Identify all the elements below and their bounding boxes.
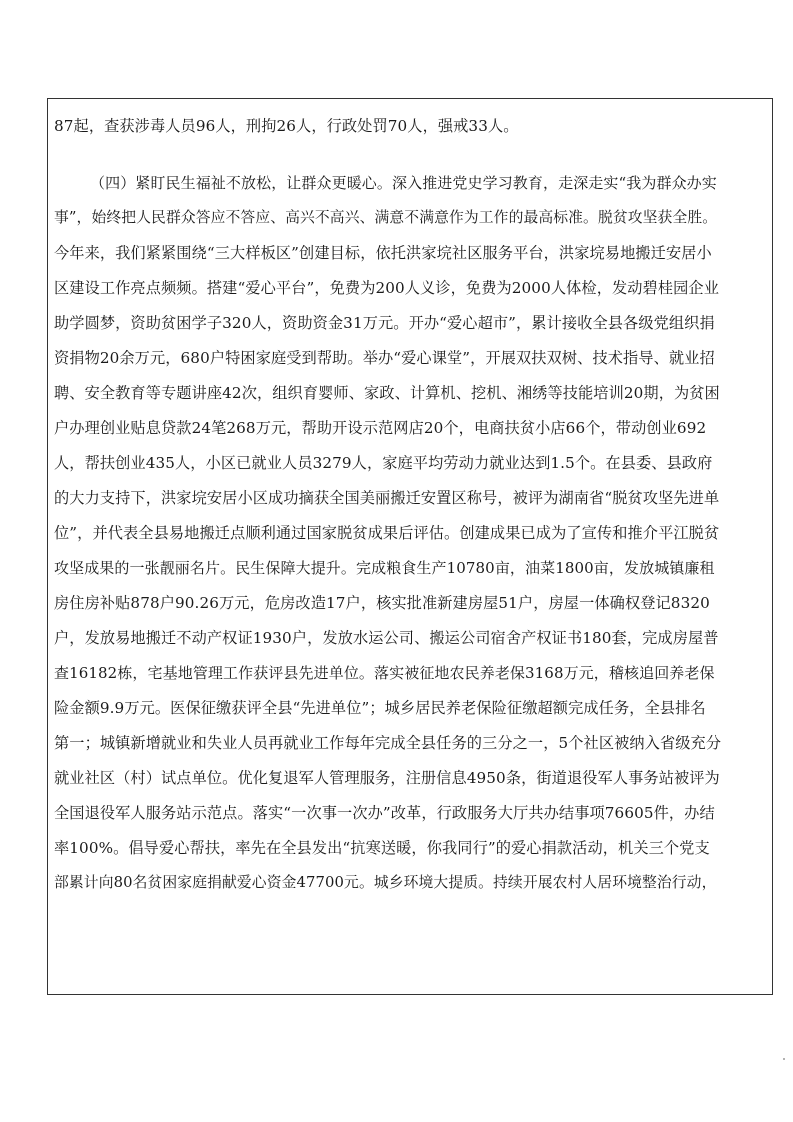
text-line: 攻坚成果的一张靓丽名片。民生保障大提升。完成粮食生产10780亩，油菜1800亩，发放城镇廉租 [54,559,715,577]
text-line: 部累计向80名贫困家庭捐献爱心资金47700元。城乡环境大提质。持续开展农村人居环境整治行动， [54,874,717,891]
text-line: 87起，查获涉毒人员96人，刑拘26人，行政处罚70人，强戒33人。 [54,117,519,135]
text-line: 今年来，我们紧紧围绕“三大样板区”创建目标，依托洪家垸社区服务平台，洪家垸易地搬迁安居小 [54,244,712,262]
text-line: 位”，并代表全县易地搬迁点顺利通过国家脱贫成果后评估。创建成果已成为了宣传和推介平江脱贫 [54,524,720,542]
text-line: 率100%。倡导爱心帮扶，率先在全县发出“抗寒送暖，你我同行”的爱心捐款活动，机关三个党支 [54,839,710,857]
text-line: 户，发放易地搬迁不动产权证1930户，发放水运公司、搬运公司宿舍产权证书180套，完成房屋普 [54,629,719,647]
text-line: 聘、安全教育等专题讲座42次，组织育婴师、家政、计算机、挖机、湘绣等技能培训20期，为贫困 [54,384,720,402]
text-line: 户办理创业贴息贷款24笔268万元，帮助开设示范网店20个，电商扶贫小店66个，带动创业692 [54,419,707,437]
text-line: 房住房补贴878户90.26万元，危房改造17户，核实批准新建房屋51户，房屋一体确权登记8320 [54,594,710,612]
paragraph-heading-line: （四）紧盯民生福祉不放松，让群众更暖心。深入推进党史学习教育，走深走实“我为群众办实 [90,174,717,192]
text-line: 第一；城镇新增就业和失业人员再就业工作每年完成全县任务的三分之一，5个社区被纳入省级充分 [54,734,722,752]
text-line: 资捐物20余万元，680户特困家庭受到帮助。举办“爱心课堂”，开展双扶双树、技术指导、就业招 [54,349,715,367]
text-line: 查16182栋，宅基地管理工作获评县先进单位。落实被征地农民养老保3168万元，稽核追回养老保 [54,664,715,682]
text-line: 险金额9.9万元。医保征缴获评全县“先进单位”；城乡居民养老保险征缴超额完成任务，全县排名 [54,699,706,717]
text-line: 事”，始终把人民群众答应不答应、高兴不高兴、满意不满意作为工作的最高标准。脱贫攻坚获全胜。 [54,209,718,226]
text-line: 全国退役军人服务站示范点。落实“一次事一次办”改革，行政服务大厅共办结事项76605件，办结 [54,804,715,822]
text-line: 区建设工作亮点频频。搭建“爱心平台”，免费为200人义诊，免费为2000人体检，发动碧桂园企业 [54,279,719,297]
scan-speck [783,1058,785,1060]
text-line: 人，帮扶创业435人，小区已就业人员3279人，家庭平均劳动力就业达到1.5个。在县委、县政府 [54,454,713,472]
text-line: 助学圆梦，资助贫困学子320人，资助资金31万元。开办“爱心超市”，累计接收全县各级党组织捐 [54,314,715,332]
text-line: 就业社区（村）试点单位。优化复退军人管理服务，注册信息4950条，街道退役军人事务站被评为 [54,769,720,787]
text-line: 的大力支持下，洪家垸安居小区成功摘获全国美丽搬迁安置区称号，被评为湖南省“脱贫攻坚先进单 [54,489,720,507]
